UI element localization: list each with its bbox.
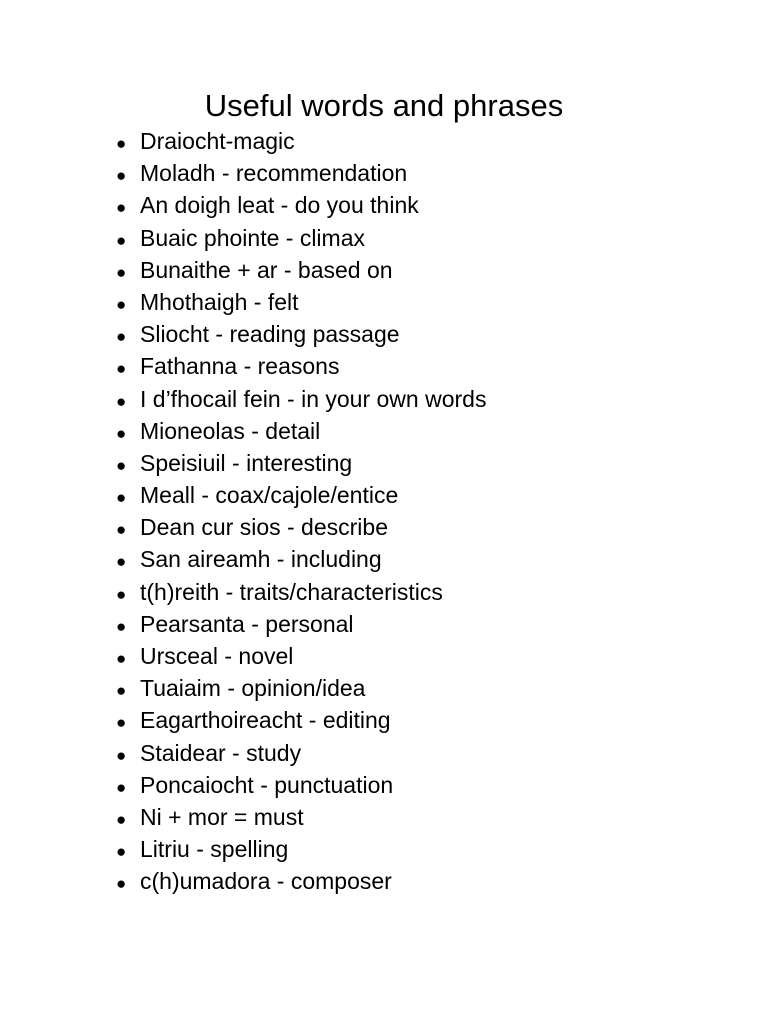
bullet-icon: ● xyxy=(116,874,127,894)
document-title: Useful words and phrases xyxy=(204,88,564,123)
bullet-icon: ● xyxy=(116,198,127,218)
bullet-icon: ● xyxy=(116,616,127,636)
list-item-text: Dean cur sios - describe xyxy=(140,514,388,541)
bullet-icon: ● xyxy=(116,262,127,282)
list-item xyxy=(116,833,486,865)
list-item-text: c(h)umadora - composer xyxy=(140,868,392,895)
bullet-icon: ● xyxy=(116,584,127,604)
list-item-text: Mioneolas - detail xyxy=(140,417,321,444)
bullet-icon: ● xyxy=(116,809,127,829)
list-item xyxy=(116,704,486,736)
list-item-text: t(h)reith - traits/characteristics xyxy=(140,578,443,605)
bullet-icon: ● xyxy=(116,713,127,733)
list-item xyxy=(116,286,486,318)
list-item-text: An doigh leat - do you think xyxy=(140,192,419,219)
list-item-text: Litriu - spelling xyxy=(140,836,289,863)
list-item-text: Fathanna - reasons xyxy=(140,353,340,380)
list-item-text: Staidear - study xyxy=(140,739,302,766)
bullet-icon: ● xyxy=(116,166,127,186)
list-item-text: Tuaiaim - opinion/idea xyxy=(140,675,366,702)
bullet-icon: ● xyxy=(116,359,127,379)
bullet-icon: ● xyxy=(116,552,127,572)
list-item xyxy=(116,576,486,608)
bullet-icon: ● xyxy=(116,230,127,250)
bullet-icon: ● xyxy=(116,488,127,508)
list-item-text: Eagarthoireacht - editing xyxy=(140,707,391,734)
list-item-text: Ursceal - novel xyxy=(140,643,294,669)
list-item xyxy=(116,157,486,189)
bullet-icon: ● xyxy=(116,455,127,475)
list-item xyxy=(116,447,486,479)
list-item xyxy=(116,769,486,801)
bullet-icon: ● xyxy=(116,681,127,701)
bullet-icon: ● xyxy=(116,745,127,765)
list-item xyxy=(116,865,486,897)
bullet-icon: ● xyxy=(116,520,127,540)
bullet-icon: ● xyxy=(116,649,127,668)
list-item xyxy=(116,125,486,157)
list-item-text: Pearsanta - personal xyxy=(140,610,354,637)
list-item xyxy=(116,254,486,286)
list-item xyxy=(116,672,486,704)
list-item-text: Mhothaigh - felt xyxy=(140,288,299,315)
list-item xyxy=(116,318,486,350)
list-item-text: I d’fhocail fein - in your own words xyxy=(140,385,487,412)
list-item-text: Moladh - recommendation xyxy=(140,160,408,187)
list-item xyxy=(116,350,486,382)
list-item-text: San aireamh - including xyxy=(140,546,382,573)
bullet-icon: ● xyxy=(116,842,127,862)
list-item-text: Speisiuil - interesting xyxy=(140,449,353,476)
list-item xyxy=(116,222,486,254)
bullet-icon: ● xyxy=(116,294,127,314)
list-item xyxy=(116,383,486,415)
list-item xyxy=(116,640,486,672)
list-item xyxy=(116,415,486,447)
bullet-icon: ● xyxy=(116,423,127,443)
bullet-icon: ● xyxy=(116,134,127,153)
bullet-icon: ● xyxy=(116,327,127,347)
list-item xyxy=(116,543,486,575)
list-item xyxy=(116,479,486,511)
list-item-text: Buaic phointe - climax xyxy=(140,224,365,251)
list-item-text: Sliocht - reading passage xyxy=(140,321,400,348)
list-item-text: Meall - coax/cajole/entice xyxy=(140,482,399,509)
bullet-icon: ● xyxy=(116,391,127,411)
list-item xyxy=(116,511,486,543)
list-item-text: Bunaithe + ar - based on xyxy=(140,256,393,283)
list-item xyxy=(116,608,486,640)
list-item xyxy=(116,737,486,769)
list-item xyxy=(116,189,486,221)
vocabulary-list xyxy=(116,125,486,898)
bullet-icon: ● xyxy=(116,777,127,797)
list-item-text: Draiocht-magic xyxy=(140,128,295,154)
list-item xyxy=(116,801,486,833)
list-item-text: Poncaiocht - punctuation xyxy=(140,771,394,798)
list-item-text: Ni + mor = must xyxy=(140,803,304,830)
